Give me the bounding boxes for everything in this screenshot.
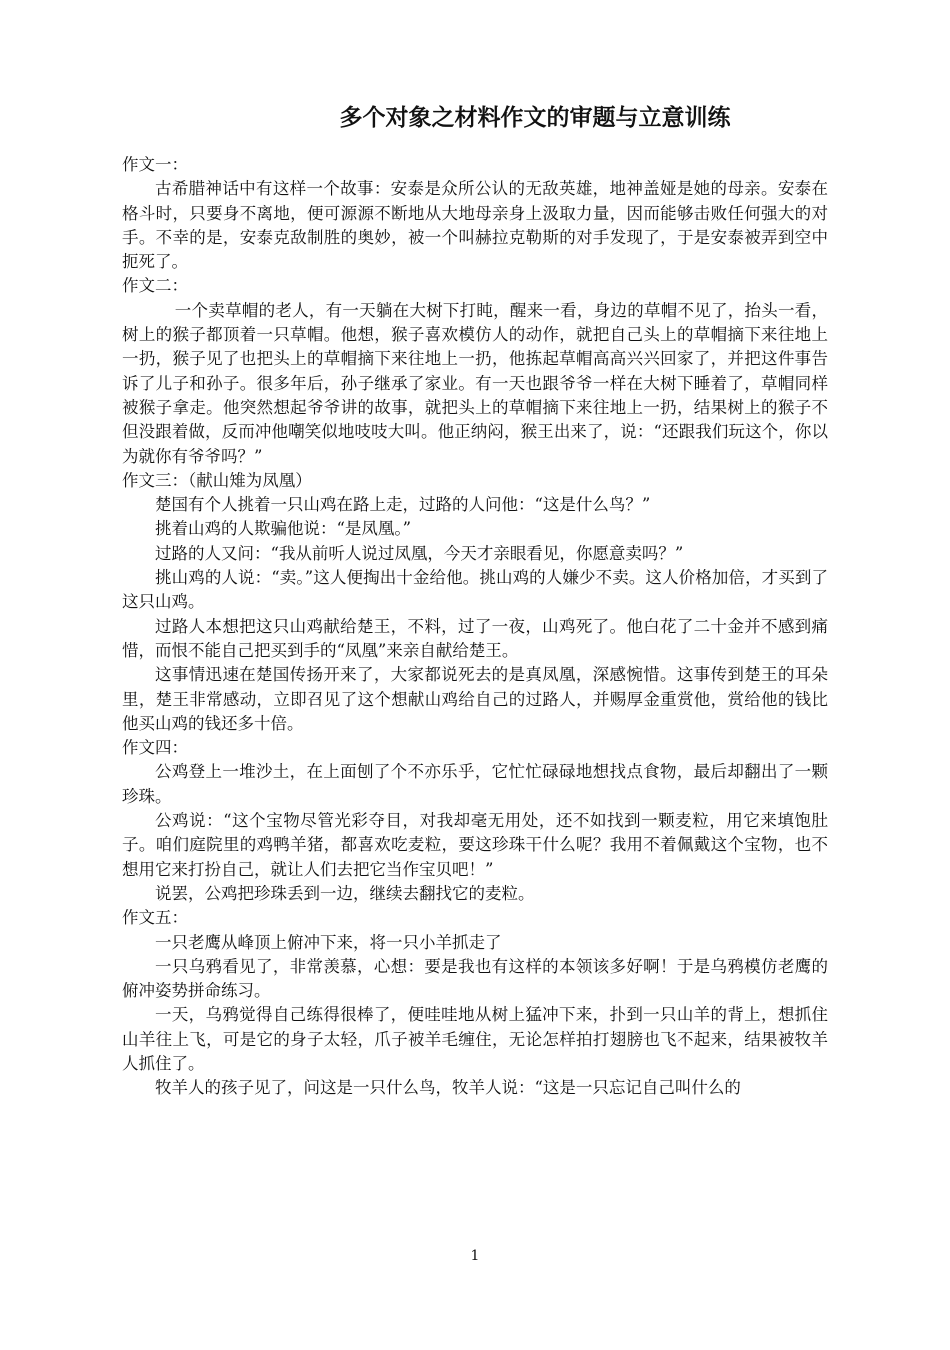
paragraph: 一天，乌鸦觉得自己练得很棒了，便哇哇地从树上猛冲下来，扑到一只山羊的背上，想抓住山羊往上飞，可是它的身子太轻，爪子被羊毛缠住，无论怎样拍打翅膀也飞不起来，结果被牧羊人抓住了。 — [122, 1005, 828, 1073]
section-heading-3: 作文三：（献山雉为凤凰） — [122, 470, 312, 490]
paragraph: 这事情迅速在楚国传扬开来了，大家都说死去的是真凤凰，深感惋惜。这事传到楚王的耳朵里，楚王非常感动，立即召见了这个想献山鸡给自己的过路人，并赐厚金重赏他，赏给他的钱比他买山鸡的钱还多十倍。 — [122, 665, 828, 733]
paragraph: 挑着山鸡的人欺骗他说：“是凤凰。” — [155, 519, 412, 539]
paragraph: 过路的人又问：“我从前听人说过凤凰，今天才亲眼看见，你愿意卖吗？” — [155, 543, 684, 563]
section-heading-4: 作文四： — [122, 738, 188, 758]
paragraph: 一只乌鸦看见了，非常羡慕，心想：要是我也有这样的本领该多好啊！于是乌鸦模仿老鹰的俯冲姿势拼命练习。 — [122, 956, 828, 1001]
paragraph: 楚国有个人挑着一只山鸡在路上走，过路的人问他：“这是什么鸟？” — [155, 495, 651, 515]
paragraph: 古希腊神话中有这样一个故事：安泰是众所公认的无敌英雄，地神盖娅是她的母亲。安泰在格斗时，只要身不离地，便可源源不断地从大地母亲身上汲取力量，因而能够击败任何强大的对手。不幸的是，安泰克敌制胜的奥妙，被一个叫赫拉克勒斯的对手发现了，于是安泰被弄到空中扼死了。 — [122, 179, 828, 272]
paragraph: 公鸡登上一堆沙土，在上面刨了个不亦乐乎，它忙忙碌碌地想找点食物，最后却翻出了一颗珍珠。 — [122, 762, 828, 806]
section-heading-2: 作文二： — [122, 276, 188, 296]
paragraph: 过路人本想把这只山鸡献给楚王，不料，过了一夜，山鸡死了。他白花了二十金并不感到痛惜，而恨不能自己把买到手的“凤凰”来亲自献给楚王。 — [122, 616, 828, 660]
page-number: 1 — [470, 1248, 480, 1264]
section-heading-1: 作文一： — [122, 155, 188, 174]
paragraph: 牧羊人的孩子见了，问这是一只什么鸟，牧羊人说：“这是一只忘记自己叫什么的 — [155, 1078, 741, 1098]
paragraph: 一只老鹰从峰顶上俯冲下来，将一只小羊抓走了 — [155, 932, 502, 952]
document-body — [122, 153, 828, 1101]
document-title: 多个对象之材料作文的审题与立意训练 — [339, 105, 731, 131]
section-heading-5: 作文五： — [122, 908, 188, 928]
paragraph: 说罢，公鸡把珍珠丢到一边，继续去翻找它的麦粒。 — [155, 883, 535, 903]
paragraph: 挑山鸡的人说：“卖。”这人便掏出十金给他。挑山鸡的人嫌少不卖。这人价格加倍，才买到了这只山鸡。 — [122, 568, 828, 612]
paragraph: 公鸡说：“这个宝物尽管光彩夺目，对我却毫无用处，还不如找到一颗麦粒，用它来填饱肚子。咱们庭院里的鸡鸭羊猪，都喜欢吃麦粒，要这珍珠干什么呢？我用不着佩戴这个宝物，也不想用它来打扮自己，就让人们去把它当作宝贝吧！” — [122, 811, 828, 879]
paragraph: 一个卖草帽的老人，有一天躺在大树下打盹，醒来一看，身边的草帽不见了，抬头一看，树上的猴子都顶着一只草帽。他想，猴子喜欢模仿人的动作，就把自己头上的草帽摘下来往地上一扔，猴子见了也把头上的草帽摘下来往地上一扔，他拣起草帽高高兴兴回家了，并把这件事告诉了儿子和孙子。很多年后，孙子继承了家业。有一天也跟爷爷一样在大树下睡着了，草帽同样被猴子拿走。他突然想起爷爷讲的故事，就把头上的草帽摘下来往地上一扔，结果树上的猴子不但没跟着做，反而冲他嘲笑似地吱吱大叫。他正纳闷，猴王出来了，说：“还跟我们玩这个，你以为就你有爷爷吗？” — [122, 300, 828, 466]
